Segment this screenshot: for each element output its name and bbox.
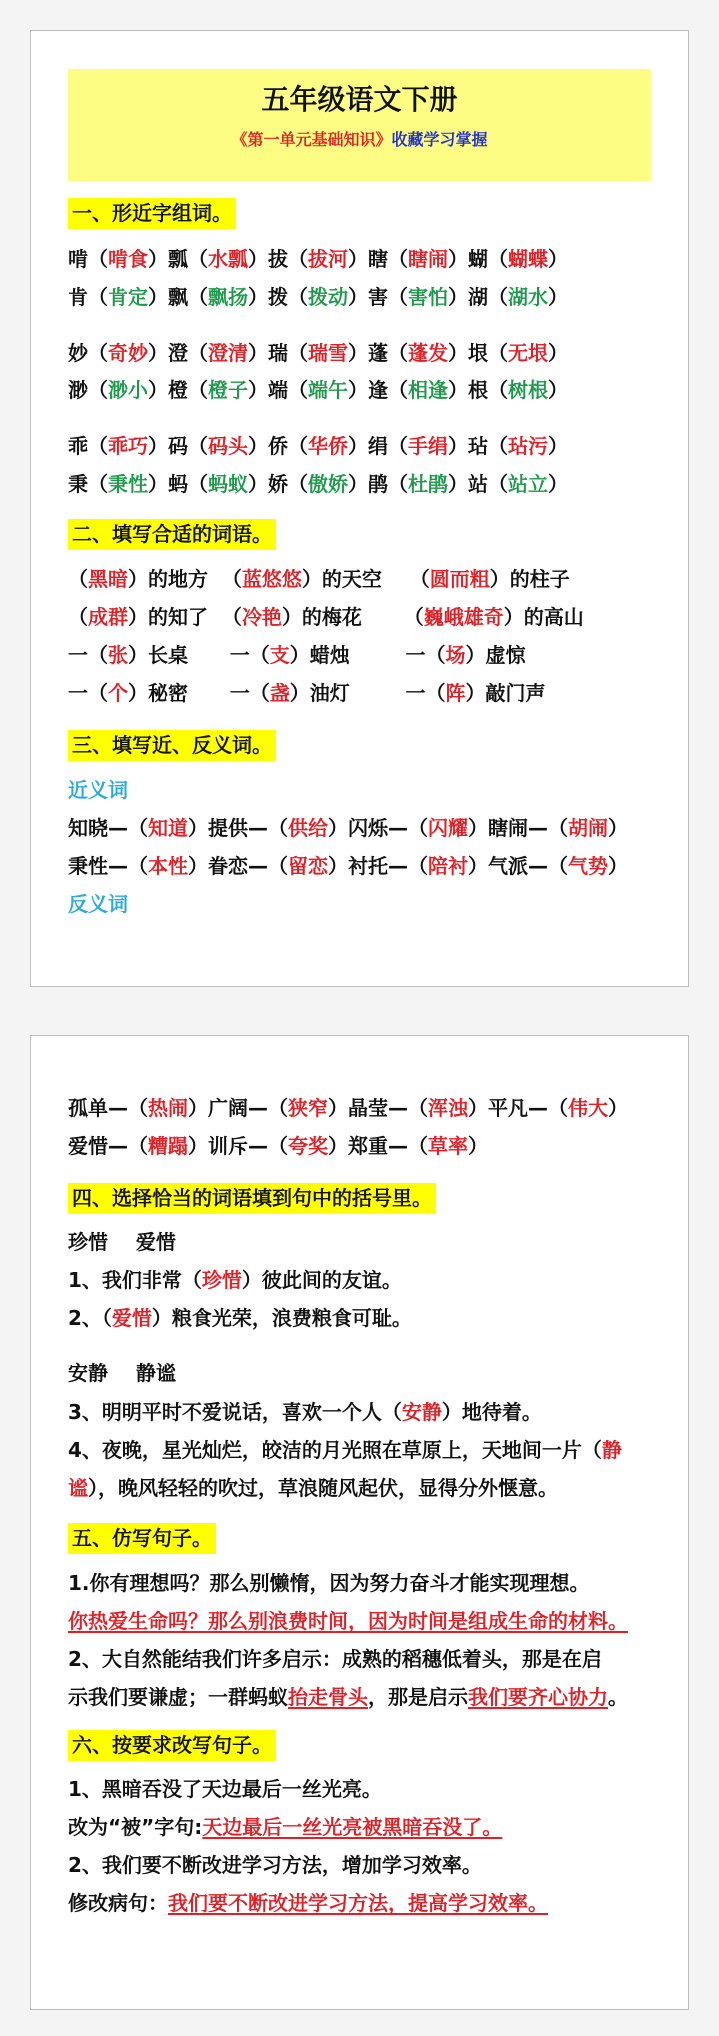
answer-segment: 胡闹 — [568, 816, 608, 840]
s4-row — [68, 1264, 402, 1293]
text-segment: 示我们要谦虚；一群蚂蚁 — [68, 1685, 288, 1709]
text-segment: 1.你有理想吗？那么别懒惰，因为努力奋斗才能实现理想。 — [68, 1571, 590, 1595]
text-segment: ）橙（ — [148, 378, 208, 402]
s4-row — [68, 1226, 176, 1255]
answer-segment: 谧 — [68, 1476, 88, 1500]
synonym-row — [68, 812, 628, 841]
text-segment: ）娇（ — [248, 472, 308, 496]
answer-segment: 天边最后一丝光亮被黑暗吞没了。 — [202, 1815, 503, 1839]
text-segment: ）站（ — [448, 472, 508, 496]
text-segment: ）蓬（ — [348, 341, 408, 365]
text-segment: 改为“被”字句: — [68, 1815, 203, 1839]
answer-segment: 浑浊 — [428, 1096, 468, 1120]
text-segment: 。 — [608, 1685, 628, 1709]
s1-row — [68, 337, 568, 366]
synonym-label: 近义词 — [68, 778, 128, 802]
answer-segment: 知道 — [148, 816, 188, 840]
s2-row — [68, 563, 570, 592]
answer-segment: 本性 — [148, 854, 188, 878]
answer-segment: 手绢 — [408, 434, 448, 458]
text-segment: ）眷恋—（ — [188, 854, 288, 878]
s2-row — [68, 677, 545, 706]
answer-segment: 澄清 — [208, 341, 248, 365]
answer-segment: 傲娇 — [308, 472, 348, 496]
text-segment: ）侨（ — [248, 434, 308, 458]
answer-segment: 啃食 — [108, 247, 148, 271]
text-segment: ）湖（ — [448, 285, 508, 309]
answer-segment: 冷艳 — [241, 605, 282, 629]
text-segment: ）逢（ — [348, 378, 408, 402]
text-segment: 秉（ — [68, 472, 108, 496]
text-segment: ）蚂（ — [148, 472, 208, 496]
answer-segment: 珍惜 — [201, 1268, 242, 1292]
text-segment: ）气派—（ — [468, 854, 568, 878]
text-segment: ）长桌 一（ — [128, 643, 270, 667]
text-segment: ）害（ — [348, 285, 408, 309]
text-segment: ）鹃（ — [348, 472, 408, 496]
text-segment: ）瞎（ — [348, 247, 408, 271]
answer-segment: 阵 — [445, 681, 466, 705]
section-1-heading: 一、形近字组词。 — [68, 198, 236, 229]
text-segment: ） — [608, 816, 628, 840]
answer-segment: 渺小 — [108, 378, 148, 402]
answer-segment: 杜鹃 — [408, 472, 448, 496]
answer-segment: 玷污 — [508, 434, 548, 458]
text-segment: ） — [548, 472, 568, 496]
text-segment: ）蜡烛 一（ — [289, 643, 446, 667]
s6-row — [68, 1773, 382, 1802]
answer-segment: 树根 — [508, 378, 548, 402]
title-banner — [68, 69, 651, 181]
answer-segment: 飘扬 — [208, 285, 248, 309]
answer-segment: 静 — [601, 1438, 622, 1462]
answer-segment: 爱惜 — [111, 1306, 152, 1330]
text-segment: ） — [608, 854, 628, 878]
section-3-heading: 三、填写近、反义词。 — [68, 730, 276, 761]
text-segment: 修改病句： — [68, 1891, 168, 1915]
answer-segment: 橙子 — [208, 378, 248, 402]
answer-segment: 巍峨雄奇 — [423, 605, 504, 629]
text-segment: ，那是启示 — [368, 1685, 468, 1709]
answer-segment: 码头 — [208, 434, 248, 458]
text-segment: ）训斥—（ — [188, 1134, 288, 1158]
answer-segment: 华侨 — [308, 434, 348, 458]
answer-segment: 瞎闹 — [408, 247, 448, 271]
text-segment: ）拔（ — [248, 247, 308, 271]
synonym-row — [68, 850, 628, 879]
text-segment: 一（ — [68, 681, 108, 705]
text-segment: ）瑞（ — [248, 341, 308, 365]
answer-segment: 无垠 — [508, 341, 548, 365]
answer-segment: 安静 — [401, 1400, 442, 1424]
text-segment: ）虚惊 — [465, 643, 526, 667]
answer-segment: 供给 — [288, 816, 328, 840]
text-segment: 安静 静谧 — [68, 1361, 176, 1385]
text-segment: 1、黑暗吞没了天边最后一丝光亮。 — [68, 1777, 382, 1801]
text-segment: ），晚风轻轻的吹过，草浪随风起伏，显得分外惬意。 — [88, 1476, 558, 1500]
s5-row — [68, 1681, 628, 1710]
s6-row — [68, 1849, 482, 1878]
text-segment: ）飘（ — [148, 285, 208, 309]
text-segment: ）晶莹—（ — [328, 1096, 428, 1120]
text-segment: ）瓢（ — [148, 247, 208, 271]
text-segment: ）绢（ — [348, 434, 408, 458]
text-segment: ） — [468, 1134, 488, 1158]
s4-row — [68, 1396, 542, 1425]
answer-segment: 秉性 — [108, 472, 148, 496]
text-segment: ）玷（ — [448, 434, 508, 458]
answer-segment: 奇妙 — [108, 341, 148, 365]
antonym-row — [68, 1092, 628, 1121]
s1-row — [68, 281, 568, 310]
answer-segment: 张 — [108, 643, 128, 667]
text-segment: 4、夜晚，星光灿烂，皎洁的月光照在草原上，天地间一片（ — [68, 1438, 602, 1462]
answer-segment: 支 — [269, 643, 290, 667]
text-segment: ）的知了 （ — [128, 605, 242, 629]
answer-segment: 闪耀 — [428, 816, 468, 840]
text-segment: ）拨（ — [248, 285, 308, 309]
answer-segment: 伟大 — [568, 1096, 608, 1120]
antonym-row — [68, 1130, 488, 1159]
text-segment: 一（ — [68, 643, 108, 667]
title-sub-blue: 收藏学习掌握 — [391, 130, 488, 149]
text-segment: ） — [548, 285, 568, 309]
text-segment: ）敲门声 — [465, 681, 546, 705]
answer-segment: 气势 — [568, 854, 608, 878]
answer-segment: 瑞雪 — [308, 341, 348, 365]
text-segment: ）的梅花 （ — [281, 605, 424, 629]
answer-segment: 拨动 — [308, 285, 348, 309]
answer-segment: 蚂蚁 — [208, 472, 248, 496]
text-segment: ）垠（ — [448, 341, 508, 365]
s2-row — [68, 639, 525, 668]
text-segment: 3、明明平时不爱说话，喜欢一个人（ — [68, 1400, 402, 1424]
text-segment: ）码（ — [148, 434, 208, 458]
s6-row — [68, 1887, 548, 1916]
title-sub — [68, 127, 651, 150]
text-segment: 2、（ — [68, 1306, 112, 1330]
text-segment: 知晓—（ — [68, 816, 148, 840]
s6-row — [68, 1811, 502, 1840]
answer-segment: 湖水 — [508, 285, 548, 309]
text-segment: ）粮食光荣，浪费粮食可耻。 — [151, 1306, 412, 1330]
text-segment: ） — [548, 247, 568, 271]
answer-segment: 害怕 — [408, 285, 448, 309]
answer-segment: 蓝悠悠 — [241, 567, 302, 591]
text-segment: ）闪烁—（ — [328, 816, 428, 840]
s1-row — [68, 430, 568, 459]
s5-row — [68, 1643, 602, 1672]
answer-segment: 陪衬 — [428, 854, 468, 878]
section-4-heading: 四、选择恰当的词语填到句中的括号里。 — [68, 1183, 436, 1214]
text-segment: ）油灯 一（ — [289, 681, 446, 705]
answer-segment: 圆而粗 — [429, 567, 490, 591]
s4-row — [68, 1472, 558, 1501]
text-segment: 肯（ — [68, 285, 108, 309]
text-segment: ）的高山 — [503, 605, 584, 629]
section-5-heading: 五、仿写句子。 — [68, 1523, 216, 1554]
text-segment: ） — [548, 378, 568, 402]
text-segment: ）地待着。 — [441, 1400, 542, 1424]
text-segment: ）衬托—（ — [328, 854, 428, 878]
s4-row — [68, 1357, 176, 1386]
text-segment: 1、我们非常（ — [68, 1268, 202, 1292]
answer-segment: 盏 — [269, 681, 290, 705]
answer-segment: 我们要不断改进学习方法，提高学习效率。 — [168, 1891, 548, 1915]
text-segment: ）蝴（ — [448, 247, 508, 271]
answer-segment: 夸奖 — [288, 1134, 328, 1158]
title-main: 五年级语文下册 — [261, 83, 458, 116]
answer-segment: 肯定 — [108, 285, 148, 309]
text-segment: 妙（ — [68, 341, 108, 365]
text-segment: ）瞎闹—（ — [468, 816, 568, 840]
text-segment: ）根（ — [448, 378, 508, 402]
answer-segment: 成群 — [88, 605, 128, 629]
title-sub-red: 《第一单元基础知识》 — [231, 130, 392, 149]
answer-segment: 端午 — [308, 378, 348, 402]
text-segment: 珍惜 爱惜 — [68, 1230, 176, 1254]
text-segment: ）的柱子 — [489, 567, 570, 591]
text-segment: ）的天空 （ — [301, 567, 430, 591]
answer-segment: 热闹 — [148, 1096, 188, 1120]
s2-row — [68, 601, 584, 630]
answer-segment: 场 — [445, 643, 466, 667]
answer-segment: 相逢 — [408, 378, 448, 402]
answer-segment: 个 — [108, 681, 128, 705]
text-segment: ） — [608, 1096, 628, 1120]
text-segment: ）的地方 （ — [128, 567, 242, 591]
answer-segment: 草率 — [428, 1134, 468, 1158]
s1-row — [68, 468, 568, 497]
text-segment: ）端（ — [248, 378, 308, 402]
answer-segment: 水瓢 — [208, 247, 248, 271]
text-segment: ）平凡—（ — [468, 1096, 568, 1120]
s5-row — [68, 1567, 590, 1596]
answer-segment: 抬走骨头 — [288, 1685, 368, 1709]
text-segment: 爱惜—（ — [68, 1134, 148, 1158]
text-segment: ） — [548, 341, 568, 365]
answer-segment: 蝴蝶 — [508, 247, 548, 271]
answer-segment: 黑暗 — [88, 567, 128, 591]
answer-segment: 乖巧 — [108, 434, 148, 458]
s4-row — [68, 1302, 412, 1331]
text-segment: 啃（ — [68, 247, 108, 271]
text-segment: 2、我们要不断改进学习方法，增加学习效率。 — [68, 1853, 482, 1877]
section-6-heading: 六、按要求改写句子。 — [68, 1730, 276, 1761]
text-segment: （ — [68, 567, 88, 591]
answer-segment: 留恋 — [288, 854, 328, 878]
answer-segment: 站立 — [508, 472, 548, 496]
text-segment: 渺（ — [68, 378, 108, 402]
answer-segment: 狭窄 — [288, 1096, 328, 1120]
answer-segment: 拔河 — [308, 247, 348, 271]
text-segment: ）澄（ — [148, 341, 208, 365]
text-segment: ） — [548, 434, 568, 458]
answer-segment: 蓬发 — [408, 341, 448, 365]
answer-segment: 糟蹋 — [148, 1134, 188, 1158]
s1-row — [68, 374, 568, 403]
text-segment: ）秘密 一（ — [128, 681, 270, 705]
answer-segment: 我们要齐心协力 — [468, 1685, 608, 1709]
text-segment: 乖（ — [68, 434, 108, 458]
text-segment: ）彼此间的友谊。 — [241, 1268, 402, 1292]
section-2-heading: 二、填写合适的词语。 — [68, 519, 276, 550]
text-segment: 孤单—（ — [68, 1096, 148, 1120]
text-segment: ）提供—（ — [188, 816, 288, 840]
answer-segment: 你热爱生命吗？那么别浪费时间，因为时间是组成生命的材料。 — [68, 1609, 628, 1633]
s1-row — [68, 243, 568, 272]
text-segment: ）郑重—（ — [328, 1134, 428, 1158]
text-segment: 秉性—（ — [68, 854, 148, 878]
text-segment: ）广阔—（ — [188, 1096, 288, 1120]
antonym-label: 反义词 — [68, 892, 128, 916]
text-segment: （ — [68, 605, 88, 629]
s5-row — [68, 1605, 628, 1634]
text-segment: 2、大自然能结我们许多启示：成熟的稻穗低着头，那是在启 — [68, 1647, 602, 1671]
s4-row — [68, 1434, 622, 1463]
